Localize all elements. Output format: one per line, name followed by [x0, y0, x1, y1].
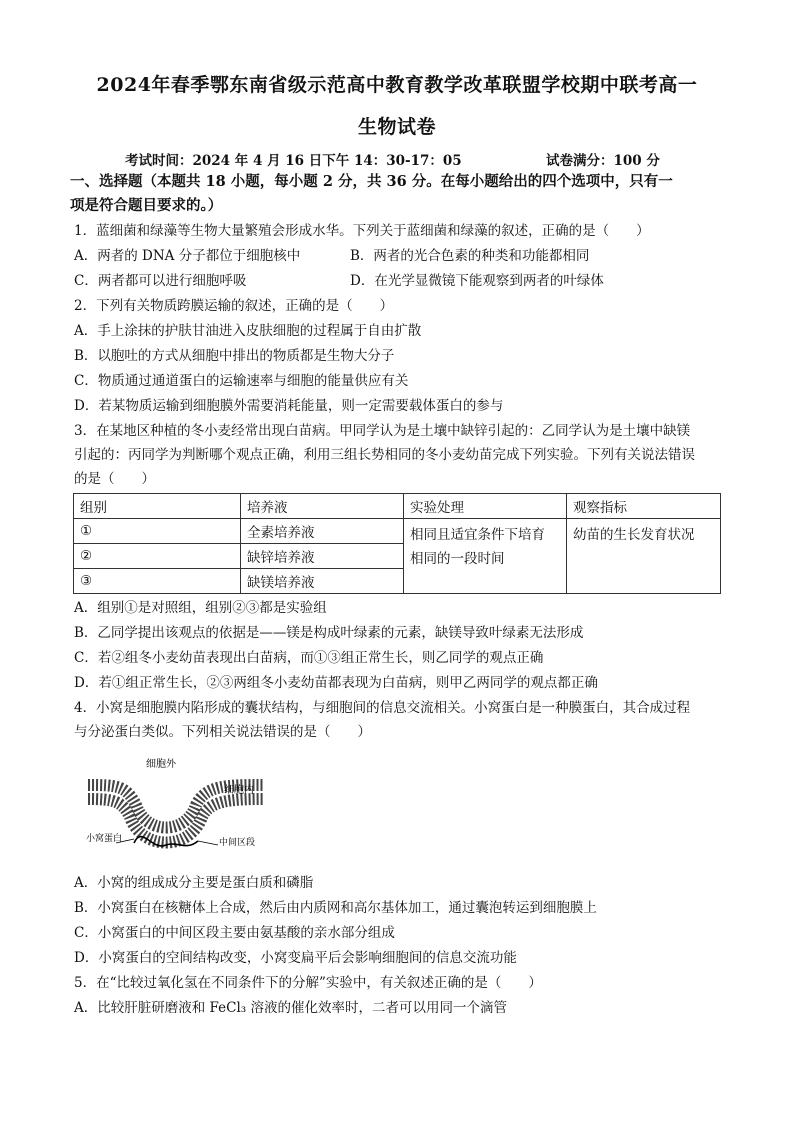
- section-heading-line2: 项是符合题目要求的。）: [70, 197, 223, 214]
- q5-option-a: A．比较肝脏研磨液和 FeCl₃ 溶液的催化效率时，二者可以用同一个滴管: [74, 1000, 508, 1016]
- q4-stem-line2: 与分泌蛋白类似。下列相关说法错误的是（ ）: [74, 724, 371, 740]
- q2-option-c: C．物质通过通道蛋白的运输速率与细胞的能量供应有关: [74, 373, 409, 389]
- q3-option-d: D．若①组正常生长，②③两组冬小麦幼苗都表现为白苗病，则甲乙两同学的观点都正确: [74, 675, 598, 691]
- q4-stem-line1: 4．小窝是细胞膜内陷形成的囊状结构，与细胞间的信息交流相关。小窝蛋白是一种膜蛋白，其合成过程: [74, 700, 691, 716]
- table-header-cell: 实验处理: [404, 494, 567, 519]
- q4-option-d: D．小窝蛋白的空间结构改变，小窝变扁平后会影响细胞间的信息交流功能: [74, 950, 517, 966]
- experiment-table: [73, 493, 721, 594]
- middle-leader-line: [198, 841, 218, 845]
- table-cell-medium: 缺锌培养液: [241, 544, 404, 569]
- label-outside: 细胞外: [146, 759, 176, 770]
- exam-time: 考试时间：2024 年 4 月 16 日下午 14：30-17：05: [125, 153, 462, 169]
- table-cell-medium: 缺镁培养液: [241, 569, 404, 594]
- q1-stem: 1．蓝细菌和绿藻等生物大量繁殖会形成水华。下列关于蓝细菌和绿藻的叙述，正确的是（ ）: [74, 223, 650, 239]
- q3-option-b: B．乙同学提出该观点的依据是——镁是构成叶绿素的元素，缺镁导致叶绿素无法形成: [74, 625, 584, 641]
- label-inside: 细胞内: [224, 785, 254, 796]
- section-heading-line1: 一、选择题（本题共 18 小题，每小题 2 分，共 36 分。在每小题给出的四个选项中，只有一: [70, 173, 673, 190]
- table-cell-group: ②: [74, 544, 241, 569]
- q3-option-c: C．若②组冬小麦幼苗表现出白苗病，而①③组正常生长，则乙同学的观点正确: [74, 650, 544, 666]
- treatment-text: 相同且适宜条件下培育相同的一段时间: [410, 527, 545, 567]
- q4-option-a: A．小窝的组成成分主要是蛋白质和磷脂: [74, 875, 314, 891]
- caveola-membrane-drawing: [86, 755, 266, 867]
- q2-option-a: A．手上涂抹的护肤甘油进入皮肤细胞的过程属于自由扩散: [74, 323, 422, 339]
- q3-stem-line1: 3．在某地区种植的冬小麦经常出现白苗病。甲同学认为是土壤中缺锌引起的：乙同学认为是土壤中缺镁: [74, 423, 691, 439]
- table-cell-medium: 全素培养液: [241, 519, 404, 544]
- exam-title-line1: 2024年春季鄂东南省级示范高中教育教学改革联盟学校期中联考高一: [96, 74, 698, 96]
- label-middle: 中间区段: [219, 838, 256, 848]
- q3-stem-line3: 的是（ ）: [74, 471, 155, 487]
- q3-option-a: A．组别①是对照组，组别②③都是实验组: [74, 600, 327, 616]
- table-header-cell: 组别: [74, 494, 241, 519]
- q1-option-b: B．两者的光合色素的种类和功能都相同: [350, 248, 590, 264]
- q2-option-b: B．以胞吐的方式从细胞中排出的物质都是生物大分子: [74, 348, 395, 364]
- table-cell-treatment: [404, 519, 567, 594]
- q2-stem: 2．下列有关物质跨膜运输的叙述，正确的是（ ）: [74, 298, 394, 314]
- exam-title-line2: 生物试卷: [357, 116, 436, 138]
- table-row: [74, 519, 721, 544]
- caveola-diagram: [86, 755, 266, 867]
- q1-option-d: D．在光学显微镜下能观察到两者的叶绿体: [350, 273, 604, 289]
- q1-option-c: C．两者都可以进行细胞呼吸: [74, 273, 247, 289]
- q4-option-c: C．小窝蛋白的中间区段主要由氨基酸的亲水部分组成: [74, 925, 395, 941]
- q4-option-b: B．小窝蛋白在核糖体上合成，然后由内质网和高尔基体加工，通过囊泡转运到细胞膜上: [74, 900, 597, 916]
- label-protein: 小窝蛋白: [86, 834, 123, 844]
- full-score: 试卷满分：100 分: [546, 153, 660, 169]
- q1-option-a: A．两者的 DNA 分子都位于细胞核中: [74, 248, 301, 264]
- table-header-cell: 观察指标: [567, 494, 721, 519]
- table-cell-group: ③: [74, 569, 241, 594]
- table-header-row: [74, 494, 721, 519]
- table-header-cell: 培养液: [241, 494, 404, 519]
- table-cell-group: ①: [74, 519, 241, 544]
- q5-stem: 5．在“比较过氧化氢在不同条件下的分解”实验中，有关叙述正确的是（ ）: [74, 975, 542, 991]
- q3-stem-line2: 引起的：丙同学为判断哪个观点正确，利用三组长势相同的冬小麦幼苗完成下列实验。下列有关说法错误: [74, 447, 695, 463]
- q2-option-d: D．若某物质运输到细胞膜外需要消耗能量，则一定需要载体蛋白的参与: [74, 398, 504, 414]
- table-cell-indicator: 幼苗的生长发育状况: [567, 519, 721, 594]
